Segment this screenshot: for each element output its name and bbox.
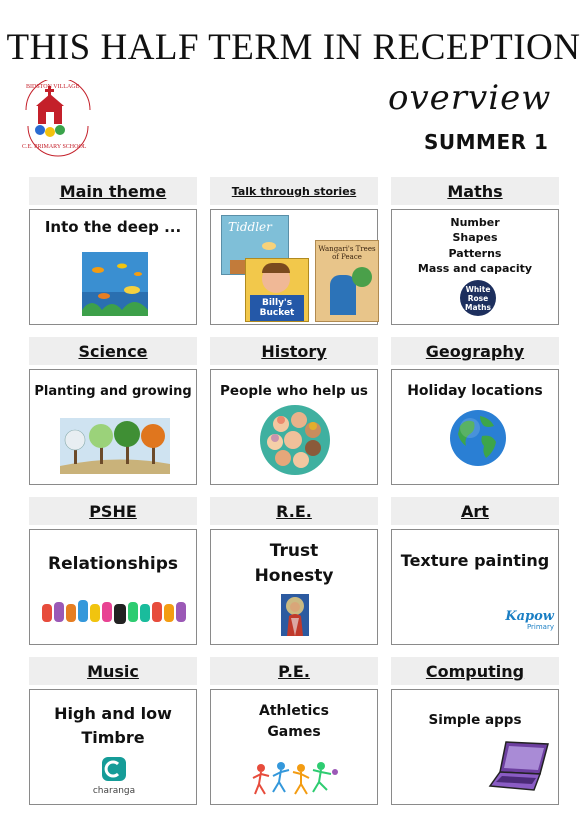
history-text: People who help us xyxy=(220,383,368,399)
laptop-icon xyxy=(488,740,550,792)
card-re xyxy=(210,529,378,645)
card-science xyxy=(29,369,197,485)
book-cover-tiddler: Tiddler xyxy=(221,215,289,275)
logo-text-top: BIDSTON VILLAGE xyxy=(26,84,80,90)
science-text: Planting and growing xyxy=(34,384,192,399)
charanga-logo: charanga xyxy=(86,756,142,796)
card-history xyxy=(210,369,378,485)
card-main-theme xyxy=(29,209,197,325)
music-line-2: Timbre xyxy=(81,728,145,747)
main-theme-text: Into the deep ... xyxy=(44,218,182,236)
book-cover-wangari: Wangari's Trees of Peace xyxy=(315,240,379,322)
term-label: SUMMER 1 xyxy=(424,130,549,154)
pe-line-2: Games xyxy=(267,724,321,740)
page-title: THIS HALF TERM IN RECEPTION xyxy=(6,27,581,68)
heading-maths: Maths xyxy=(391,177,559,205)
pe-line-1: Athletics xyxy=(259,703,329,719)
heading-science: Science xyxy=(29,337,197,365)
seasonal-trees-image xyxy=(60,418,170,474)
re-line-1: Trust xyxy=(269,541,319,561)
people-faces-image xyxy=(259,404,331,476)
card-pe xyxy=(210,689,378,805)
heading-pshe: PSHE xyxy=(29,497,197,525)
card-pshe xyxy=(29,529,197,645)
card-maths xyxy=(391,209,559,325)
maths-topic: Patterns xyxy=(448,247,502,260)
music-line-1: High and low xyxy=(54,704,172,723)
globe-icon xyxy=(448,408,508,468)
pshe-text: Relationships xyxy=(48,554,178,574)
charanga-mark-icon xyxy=(100,756,128,782)
character-friends-image xyxy=(40,598,190,630)
card-art xyxy=(391,529,559,645)
geography-text: Holiday locations xyxy=(407,383,543,399)
computing-text: Simple apps xyxy=(428,712,522,728)
overview-subtitle: overview xyxy=(388,78,552,118)
art-text: Texture painting xyxy=(400,551,550,570)
heading-talk-through-stories: Talk through stories xyxy=(210,177,378,205)
card-geography xyxy=(391,369,559,485)
religious-portrait-image xyxy=(281,594,309,636)
heading-history: History xyxy=(210,337,378,365)
school-logo xyxy=(18,80,98,158)
maths-topic: Number xyxy=(450,216,500,229)
card-music xyxy=(29,689,197,805)
athletes-image xyxy=(251,760,341,796)
heading-geography: Geography xyxy=(391,337,559,365)
card-talk-through-stories xyxy=(210,209,378,325)
heading-music: Music xyxy=(29,657,197,685)
re-line-2: Honesty xyxy=(254,566,334,586)
kapow-primary-logo: Kapow Primary xyxy=(505,609,554,631)
book-cover-billys-bucket: Billy's Bucket xyxy=(245,258,309,322)
heading-computing: Computing xyxy=(391,657,559,685)
maths-topic: Shapes xyxy=(452,231,498,244)
heading-re: R.E. xyxy=(210,497,378,525)
heading-art: Art xyxy=(391,497,559,525)
white-rose-maths-logo: White Rose Maths xyxy=(460,280,496,316)
logo-text-bottom: C.E. PRIMARY SCHOOL xyxy=(22,144,87,150)
heading-main-theme: Main theme xyxy=(29,177,197,205)
card-computing xyxy=(391,689,559,805)
heading-pe: P.E. xyxy=(210,657,378,685)
maths-topic: Mass and capacity xyxy=(417,262,533,275)
underwater-fish-image xyxy=(82,252,148,316)
